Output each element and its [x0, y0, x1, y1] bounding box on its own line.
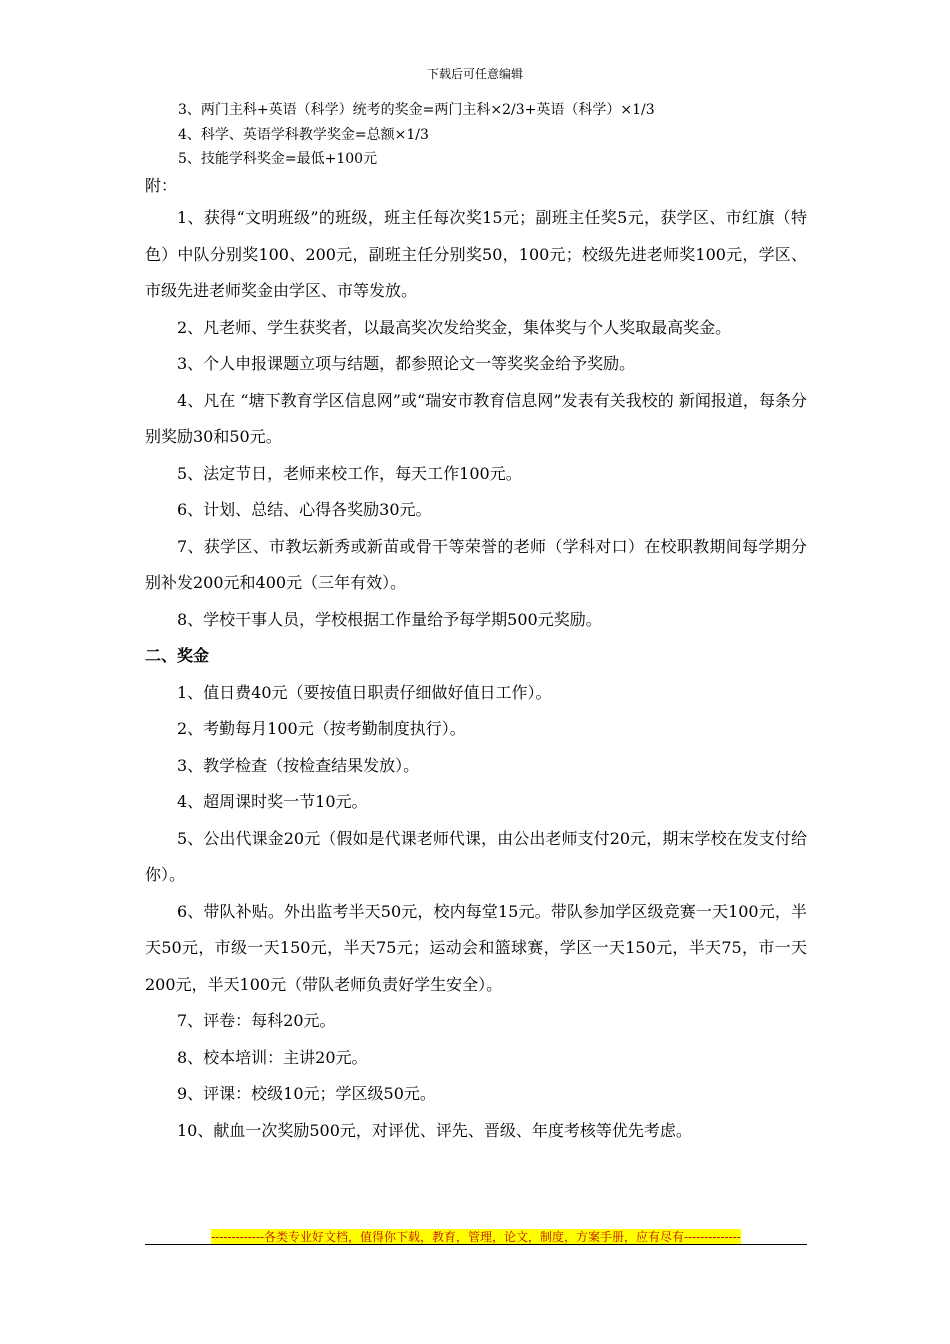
bonus-item: 5、公出代课金20元（假如是代课老师代课，由公出老师支付20元，期末学校在发支付给你）。: [145, 828, 807, 884]
appendix-paragraph: 6、计划、总结、心得各奖励30元。: [177, 500, 432, 519]
appendix-label: 附：: [145, 176, 178, 195]
bonus-item: 1、值日费40元（要按值日职责仔细做好值日工作）。: [177, 682, 552, 702]
section-heading: 二、奖金: [145, 646, 210, 665]
appendix-paragraph: 7、获学区、市教坛新秀或新苗或骨干等荣誉的老师（学科对口）在校职教期间每学期分别补发200元和400元（三年有效）。: [145, 536, 807, 592]
bonus-item: 4、超周课时奖一节10元。: [177, 792, 368, 811]
bonus-item: 6、带队补贴。外出监考半天50元，校内每堂15元。带队参加学区级竞赛一天100元，半天50元，市级一天150元，半天75元；运动会和篮球赛，学区一天150元，半天75，市一天200元，半天100元（带队老师负责好学生安全）。: [145, 901, 807, 994]
bonus-item: 8、校本培训：主讲20元。: [177, 1047, 368, 1067]
appendix-paragraph: 5、法定节日，老师来校工作，每天工作100元。: [177, 463, 522, 483]
appendix-paragraph: 1、获得“文明班级”的班级，班主任每次奖15元；副班主任奖5元，获学区、市红旗（特色）中队分别奖100、200元，副班主任分别奖50，100元；校级先进老师奖100元，学区、市级先进老师奖金由学区、市等发放。: [145, 208, 807, 300]
footer-divider: [145, 1244, 807, 1245]
page-header: 下载后可任意编辑: [426, 67, 523, 81]
page-footer: [145, 1226, 807, 1245]
appendix-paragraph: 4、凡在 “塘下教育学区信息网”或“瑞安市教育信息网”发表有关我校的 新闻报道，每条分别奖励30和50元。: [145, 390, 807, 446]
bonus-item: 2、考勤每月100元（按考勤制度执行）。: [177, 719, 466, 738]
formula-line-3: 3、两门主科+英语（科学）统考的奖金=两门主科×2/3+英语（科学）×1/3: [178, 102, 655, 118]
formula-line-5: 5、技能学科奖金=最低+100元: [178, 151, 378, 167]
document-body: [145, 200, 807, 1149]
appendix-paragraph: 2、凡老师、学生获奖者，以最高奖次发给奖金，集体奖与个人奖取最高奖金。: [177, 317, 732, 337]
footer-banner-text: -------------各类专业好文档，值得你下载，教育，管理，论文，制度，方案手册，应有尽有--------------: [211, 1230, 741, 1244]
formula-line-4: 4、科学、英语学科教学奖金=总额×1/3: [178, 127, 429, 143]
appendix-paragraph: 8、学校干事人员，学校根据工作量给予每学期500元奖励。: [177, 609, 602, 629]
bonus-item: 3、教学检查（按检查结果发放）。: [177, 755, 420, 775]
bonus-item: 10、献血一次奖励500元，对评优、评先、晋级、年度考核等优先考虑。: [177, 1120, 692, 1140]
bonus-item: 9、评课：校级10元；学区级50元。: [177, 1084, 436, 1103]
bonus-item: 7、评卷：每科20元。: [177, 1011, 336, 1030]
appendix-paragraph: 3、个人申报课题立项与结题，都参照论文一等奖奖金给予奖励。: [177, 354, 636, 373]
